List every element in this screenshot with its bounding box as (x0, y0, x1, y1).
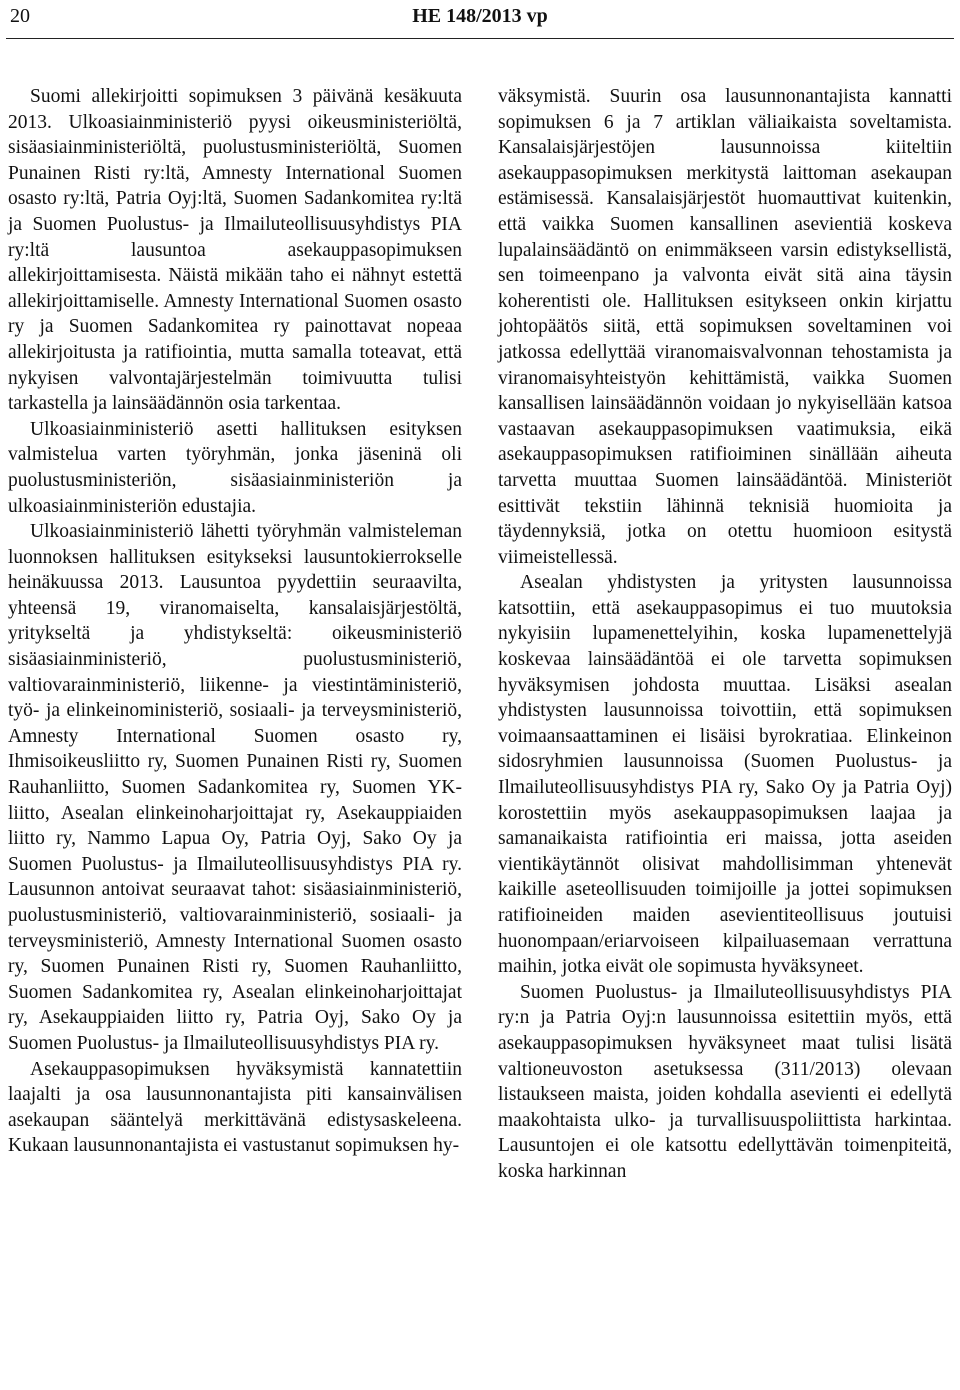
paragraph: Ulkoasiainministeriö lähetti työryhmän valmisteleman luonnoksen hallituksen esitykseksi lausuntokierrokselle heinäkuussa 2013. Lausuntoa pyydettiin seuraavilta, yhteensä 19, viranomaiselta, kansalaisjärjestöltä, yritykseltä ja yhdistykseltä: oikeusministeriö sisäasiainministeriö, puolustusministeriö, valtiovarainministeriö, liikenne- ja viestintäministeriö, työ- ja elinkeinoministeriö, sosiaali- ja terveysministeriö, Amnesty International Suomen osasto ry, Ihmisoikeusliitto ry, Suomen Punainen Risti ry, Suomen Rauhanliitto, Suomen Sadankomitea ry, Suomen YK-liitto, Asealan elinkeinoharjoittajat ry, Asekauppiaiden liitto ry, Nammo Lapua Oy, Patria Oyj, Sako Oy ja Suomen Puolustus- ja Ilmailuteollisuusyhdistys PIA ry. Lausunnon antoivat seuraavat tahot: sisäasiainministeriö, puolustusministeriö, valtiovarainministeriö, sosiaali- ja terveysministeriö, Amnesty International Suomen osasto ry, Suomen Punainen Risti ry, Suomen Rauhanliitto, Suomen Sadankomitea ry, Asealan elinkeinoharjoittajat ry, Asekauppiaiden liitto ry, Patria Oyj, Sako Oy ja Suomen Puolustus- ja Ilmailuteollisuusyhdistys PIA ry. (8, 521, 462, 1054)
right-column (498, 84, 952, 1185)
document-id: HE 148/2013 vp (412, 5, 548, 27)
paragraph: Asealan yhdistysten ja yritysten lausunnoissa katsottiin, että asekauppasopimus ei tuo muutoksia nykyisiin lupamenettelyihin, koska lupamenettelyjä koskevaa lainsäädäntöä ei ole tarvetta sopimuksen hyväksymisen johdosta muuttaa. Lisäksi asealan yhdistysten lausunnoissa toivottiin, että sopimuksen voimaansaattaminen ei lisäisi byrokratiaa. Elinkeinon sidosryhmien lausunnoissa (Suomen Puolustus- ja Ilmailuteollisuusyhdistys PIA ry, Sako Oy ja Patria Oyj) korostettiin myös asekauppasopimuksen laajaa ja samanaikaista ratifiointia eri maissa, jotta aseiden vientikäytännöt olisivat mahdollisimman yhtenevät kaikille aseteollisuuden toimijoille ja jottei sopimuksen ratifioineiden maiden asevientiteollisuus joutuisi huonompaan/eriarvoiseen kilpailuasemaan verrattuna maihin, jotka eivät ole sopimusta hyväksyneet. (498, 572, 952, 978)
header-rule (6, 38, 954, 39)
paragraph: väksymistä. Suurin osa lausunnonantajista kannatti sopimuksen 6 ja 7 artiklan väliaikaista soveltamista. Kansalaisjärjestöjen lausunnoissa kiiteltiin asekauppasopimuksen merkitystä laittoman asekaupan estämisessä. Kansalaisjärjestöt huomauttivat kuitenkin, että vaikka Suomen kansallinen asevientiä koskeva lupalainsäädäntö on enimmäkseen varsin edistyksellistä, sen toimeenpano ja valvonta eivät sitä aina täysin koherentisti ole. Hallituksen esitykseen onkin kirjattu johtopäätös siitä, että sopimuksen soveltaminen voi jatkossa edellyttää viranomaisvalvonnan tehostamista ja viranomaisyhteistyön kehittämistä, vaikka Suomen kansallisen lainsäädännön voidaan jo nykyisellään katsoa vastaavan asekauppasopimuksen vaatimuksia, eikä asekauppasopimuksen ratifioiminen sinällään aiheuta tarvetta muuttaa Suomen lainsäädäntöä. Ministeriöt esittivät tekstiin lähinnä teknisiä huomioita ja täydennyksiä, jotka on otettu huomioon esitystä viimeistellessä. (498, 86, 952, 568)
paragraph: Suomen Puolustus- ja Ilmailuteollisuusyhdistys PIA ry:n ja Patria Oyj:n lausunnoissa esitettiin myös, että asekauppasopimuksen hyväksyneet maat tulisi lisätä valtioneuvoston asetuksessa (311/2013) olevaan listaukseen maista, joiden kohdalla asevienti ei edellytä maakohtaista ulko- ja turvallisuuspoliittista harkintaa. Lausuntojen ei ole katsottu edellyttävän toimenpiteitä, koska harkinnan (498, 981, 952, 1182)
paragraph: Ulkoasiainministeriö asetti hallituksen esityksen valmistelua varten työryhmän, jonka jäseninä oli puolustusministeriön, sisäasiainministeriön ja ulkoasiainministeriön edustajia. (8, 418, 462, 517)
page-header (0, 0, 960, 40)
paragraph: Asekauppasopimuksen hyväksymistä kannatettiin laajalti ja osa lausunnonantajista piti kansainvälisen asekaupan sääntelyä merkittävänä edistysaskeleena. Kukaan lausunnonantajista ei vastustanut sopimuksen hy- (8, 1058, 462, 1157)
page-number: 20 (10, 5, 30, 27)
left-column (8, 84, 462, 1159)
paragraph: Suomi allekirjoitti sopimuksen 3 päivänä kesäkuuta 2013. Ulkoasiainministeriö pyysi oikeusministeriöltä, sisäasiainministeriöltä, puolustusministeriöltä, Suomen Punainen Risti ry:ltä, Amnesty International Suomen osasto ry:ltä, Patria Oyj:ltä, Suomen Sadankomitea ry:ltä ja Suomen Puolustus- ja Ilmailuteollisuusyhdistys PIA ry:ltä lausuntoa asekauppasopimuksen allekirjoittamisesta. Näistä mikään taho ei nähnyt estettä allekirjoittamiselle. Amnesty International Suomen osasto ry ja Suomen Sadankomitea ry painottavat nopeaa allekirjoitusta ja ratifiointia, mutta samalla toteavat, että nykyisen valvontajärjestelmän toimivuutta tulisi tarkastella ja lainsäädännön osia tarkentaa. (8, 86, 462, 415)
